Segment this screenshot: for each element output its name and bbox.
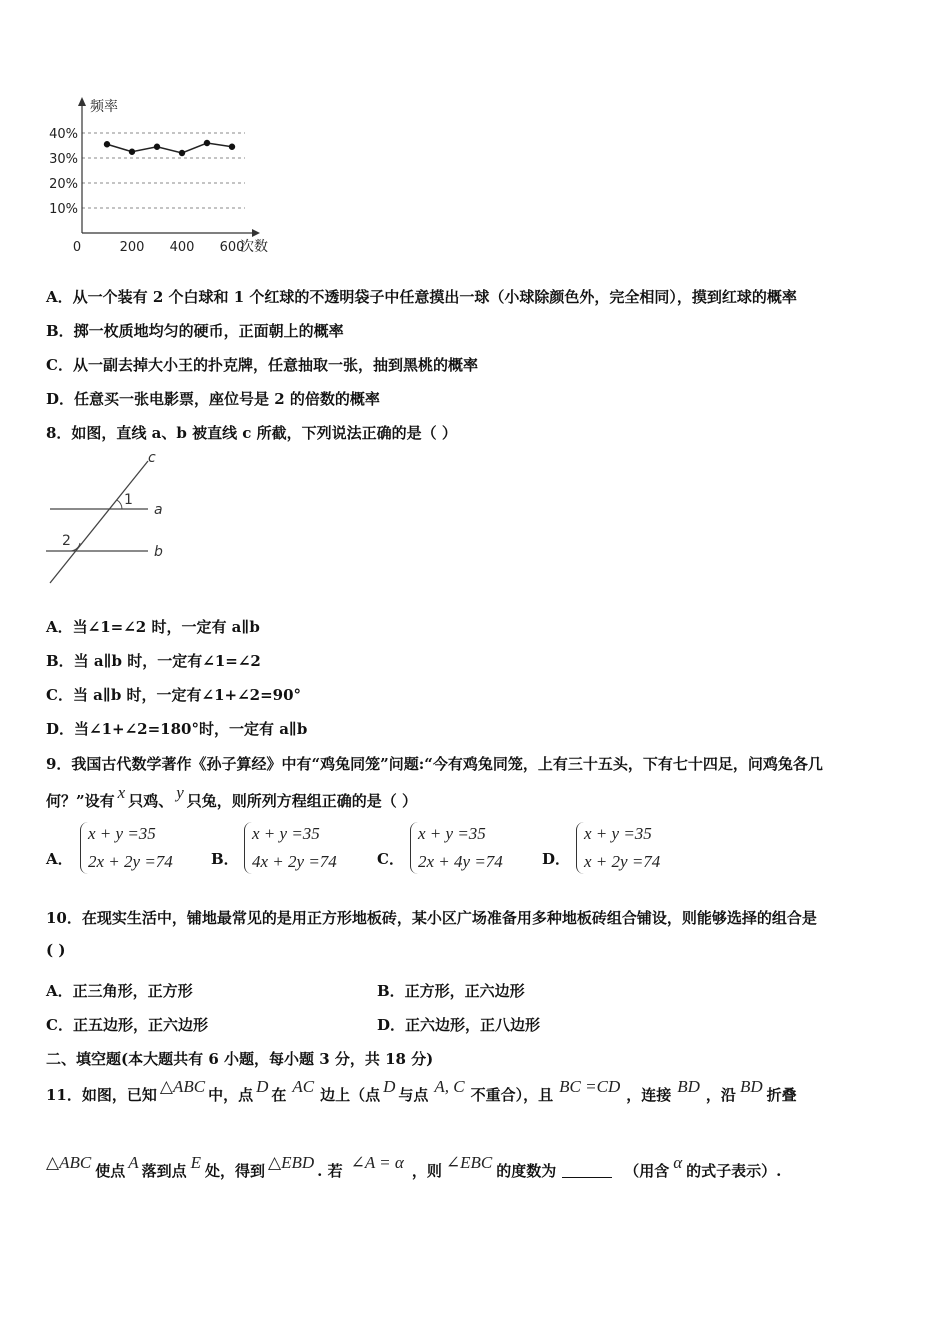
equation: x + y =35 (584, 824, 652, 843)
data-point (129, 149, 135, 155)
x-axis-arrow (252, 229, 260, 237)
text: ，沿 (705, 1086, 736, 1104)
q9-stem-part: 只鸡、 (128, 792, 174, 810)
q10-stem-line2: ( ) (46, 941, 66, 959)
q10-option-b: B．正方形，正六边形 (377, 982, 525, 1000)
section-heading: 二、填空题(本大题共有 6 小题，每小题 3 分，共 18 分) (46, 1050, 434, 1068)
math-point-d: D (256, 1077, 269, 1096)
q9-option-a-label: A． (46, 850, 73, 868)
math-bc-equals-cd: BC =CD (559, 1077, 621, 1096)
text: 的度数为 (496, 1162, 557, 1180)
label-c: c (148, 450, 156, 466)
math-y: y (176, 783, 184, 802)
y-tick-label: 20% (49, 177, 78, 192)
text: 使点 (95, 1162, 126, 1180)
series-line (107, 143, 232, 153)
y-axis-arrow (78, 97, 86, 106)
x-tick-label: 0 (72, 240, 82, 255)
q9-option-c-system (418, 820, 503, 876)
angle-2-arc (70, 543, 80, 551)
q10-option-c: C．正五边形，正六边形 (46, 1016, 208, 1034)
x-tick-label: 200 (119, 240, 145, 255)
x-tick-label: 400 (169, 240, 195, 255)
series-points (104, 140, 235, 156)
y-tick-labels (49, 127, 78, 217)
equation: x + 2y =74 (584, 852, 661, 871)
label-angle-1: 1 (124, 492, 133, 508)
text: （用含 (624, 1162, 670, 1180)
q9-stem-part: 只兔，则所列方程组正确的是（ ） (186, 792, 417, 810)
math-alpha: α (673, 1153, 683, 1172)
label-angle-2: 2 (62, 533, 71, 549)
math-angle-a-alpha: ∠A = α (350, 1153, 404, 1172)
text: 不重合），且 (470, 1086, 554, 1104)
q9-option-a-system (88, 820, 173, 876)
text: 边上（点 (320, 1086, 381, 1104)
q8-stem: 8．如图，直线 a、b 被直线 c 所截，下列说法正确的是（ ） (46, 424, 457, 442)
math-point-a: A (128, 1153, 139, 1172)
line-c (50, 461, 148, 583)
math-x: x (117, 783, 126, 802)
data-point (154, 144, 160, 150)
data-point (179, 150, 185, 156)
q8-option-b: B．当 a∥b 时，一定有∠1=∠2 (46, 652, 261, 670)
y-tick-label: 10% (49, 202, 78, 217)
transversal-figure (44, 450, 184, 590)
q9-option-d-label: D． (542, 850, 571, 868)
q11-line1 (46, 1077, 797, 1105)
x-tick-label: 600 (219, 240, 245, 255)
angle-1-arc (117, 500, 122, 509)
label-a: a (154, 502, 163, 518)
q8-option-d: D．当∠1+∠2=180°时，一定有 a∥b (46, 720, 308, 738)
math-segment-bd: BD (677, 1077, 700, 1096)
text: 的式子表示）. (686, 1162, 782, 1180)
q8-option-a: A．当∠1=∠2 时，一定有 a∥b (46, 618, 260, 636)
text: 中，点 (208, 1086, 254, 1104)
q9-option-d-system (584, 820, 660, 876)
q7-option-a: A．从一个装有 2 个白球和 1 个红球的不透明袋子中任意摸出一球（小球除颜色外，完全相同），摸到红球的概率 (46, 288, 797, 306)
q9-stem-part: 何？”设有 (46, 792, 115, 810)
equation: x + y =35 (88, 824, 156, 843)
equation: 4x + 2y =74 (252, 852, 337, 871)
q7-option-d: D．任意买一张电影票，座位号是 2 的倍数的概率 (46, 390, 380, 408)
q9-option-b-label: B． (211, 850, 239, 868)
q9-stem-line1: 9．我国古代数学著作《孙子算经》中有“鸡兔同笼”问题:“今有鸡兔同笼，上有三十五头，下有七十四足，问鸡兔各几 (46, 755, 823, 773)
y-axis-label: 频率 (90, 99, 118, 115)
math-point-d: D (383, 1077, 396, 1096)
x-axis-label: 次数 (240, 239, 268, 255)
math-point-e: E (190, 1153, 201, 1172)
q9-option-b-system (252, 820, 337, 876)
frequency-line-chart (40, 92, 280, 257)
data-point (104, 141, 110, 147)
text: 落到点 (141, 1162, 187, 1180)
equation: 2x + 4y =74 (418, 852, 503, 871)
math-triangle-abc: △ABC (159, 1077, 206, 1096)
math-points-a-c: A, C (434, 1077, 465, 1096)
math-segment-bd: BD (739, 1077, 763, 1096)
y-tick-label: 30% (49, 152, 78, 167)
text: . 若 (317, 1162, 343, 1180)
x-tick-labels (73, 240, 245, 255)
text: 折叠 (766, 1086, 797, 1104)
equation: 2x + 2y =74 (88, 852, 173, 871)
text: 处，得到 (205, 1162, 266, 1180)
math-triangle-abc: △ABC (46, 1153, 92, 1172)
math-triangle-ebd: △EBD (268, 1153, 315, 1172)
q9-option-c-label: C． (377, 850, 404, 868)
equation: x + y =35 (252, 824, 320, 843)
label-b: b (154, 544, 163, 560)
data-point (229, 144, 235, 150)
equation: x + y =35 (418, 824, 486, 843)
data-point (204, 140, 210, 146)
text: ，则 (411, 1162, 442, 1180)
q7-option-c: C．从一副去掉大小王的扑克牌，任意抽取一张，抽到黑桃的概率 (46, 356, 478, 374)
y-tick-label: 40% (49, 127, 78, 142)
text: 11．如图，已知 (46, 1086, 157, 1104)
q9-stem-line2 (46, 783, 417, 811)
q10-stem-line1: 10．在现实生活中，铺地最常见的是用正方形地板砖，某小区广场准备用多种地板砖组合铺设，则能够选择的组合是 (46, 909, 817, 927)
q10-option-d: D．正六边形，正八边形 (377, 1016, 541, 1034)
text: 在 (271, 1086, 287, 1104)
text: ，连接 (626, 1086, 672, 1104)
text: 与点 (398, 1086, 429, 1104)
math-segment-ac: AC (292, 1077, 315, 1096)
q7-option-b: B．掷一枚质地均匀的硬币，正面朝上的概率 (46, 322, 344, 340)
q11-line2 (46, 1153, 782, 1181)
answer-blank[interactable] (562, 1177, 612, 1178)
math-angle-ebc: ∠EBC (445, 1153, 493, 1172)
q10-option-a: A．正三角形，正方形 (46, 982, 193, 1000)
q8-option-c: C．当 a∥b 时，一定有∠1+∠2=90° (46, 686, 302, 704)
